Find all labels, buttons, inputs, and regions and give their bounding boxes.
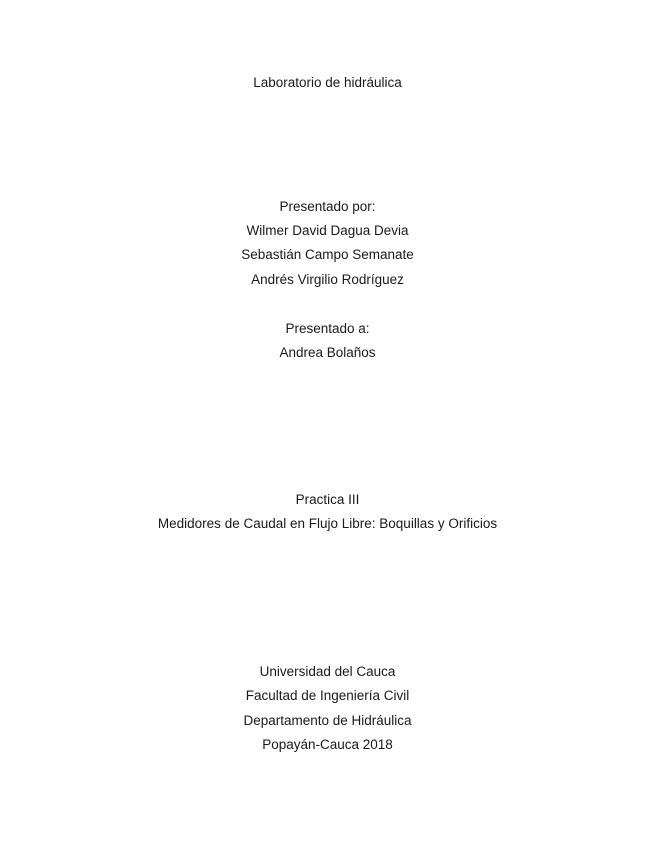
author-name: Wilmer David Dagua Devia — [246, 223, 409, 238]
university-name: Universidad del Cauca — [259, 664, 396, 679]
place-year: Popayán-Cauca 2018 — [262, 737, 393, 752]
presented-by-label: Presentado por: — [279, 199, 376, 214]
recipient-name: Andrea Bolaños — [279, 345, 376, 360]
faculty-name: Facultad de Ingeniería Civil — [245, 688, 410, 703]
document-title: Laboratorio de hidráulica — [253, 75, 402, 90]
practice-number: Practica III — [295, 492, 360, 507]
author-name: Andrés Virgilio Rodríguez — [251, 272, 404, 287]
practice-subject: Medidores de Caudal en Flujo Libre: Boquillas y Orificios — [157, 516, 498, 531]
department-name: Departamento de Hidráulica — [243, 713, 412, 728]
presented-to-label: Presentado a: — [285, 321, 370, 336]
author-name: Sebastián Campo Semanate — [241, 247, 414, 262]
